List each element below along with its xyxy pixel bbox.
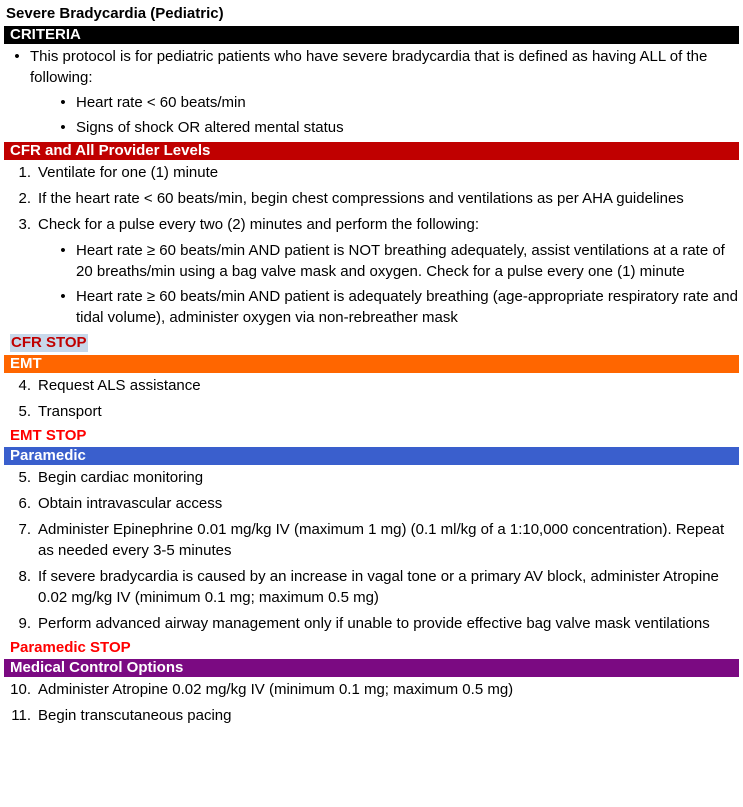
criteria-item xyxy=(50,92,739,113)
step-number: 3. xyxy=(18,216,31,233)
emt-stop-label: EMT STOP xyxy=(10,427,87,444)
step-number: 10. xyxy=(10,681,31,698)
paramedic-step xyxy=(4,467,739,488)
step-number: 4. xyxy=(18,377,31,394)
step-number: 9. xyxy=(18,615,31,632)
bullet-mark: • xyxy=(14,48,20,65)
cfr-sub-item xyxy=(50,286,739,328)
paramedic-step xyxy=(4,566,739,608)
step-number: 5. xyxy=(18,403,31,420)
medical-control-header: Medical Control Options xyxy=(4,659,739,677)
step-number: 1. xyxy=(18,164,31,181)
bullet-mark: • xyxy=(60,288,66,305)
cfr-step xyxy=(4,214,739,235)
bullet-mark: • xyxy=(60,242,66,259)
bullet-mark: • xyxy=(60,119,66,136)
cfr-step xyxy=(4,162,739,183)
criteria-header: CRITERIA xyxy=(4,26,739,44)
cfr-step xyxy=(4,188,739,209)
step-text: Begin transcutaneous pacing xyxy=(38,707,232,724)
step-text: Request ALS assistance xyxy=(38,377,201,394)
paramedic-step xyxy=(4,493,739,514)
paramedic-step xyxy=(4,519,739,561)
step-text: Administer Epinephrine 0.01 mg/kg IV (maximum 1 mg) (0.1 ml/kg of a 1:10,000 concentration). Repeat as needed every 3-5 minutes xyxy=(38,521,725,559)
step-number: 7. xyxy=(18,521,31,538)
page-title: Severe Bradycardia (Pediatric) xyxy=(6,5,224,22)
paramedic-step xyxy=(4,613,739,634)
step-text: Perform advanced airway management only if unable to provide effective bag valve mask ventilations xyxy=(38,615,710,632)
criteria-item-text: Heart rate < 60 beats/min xyxy=(76,94,246,111)
paramedic-stop-label: Paramedic STOP xyxy=(10,639,131,656)
step-text: If severe bradycardia is caused by an increase in vagal tone or a primary AV block, administer Atropine 0.02 mg/kg IV (minimum 0.1 mg; maximum 0.5 mg) xyxy=(38,568,719,606)
step-number: 2. xyxy=(18,190,31,207)
emt-step xyxy=(4,401,739,422)
step-text: Begin cardiac monitoring xyxy=(38,469,204,486)
step-text: Check for a pulse every two (2) minutes and perform the following: xyxy=(38,216,480,233)
step-text: Administer Atropine 0.02 mg/kg IV (minimum 0.1 mg; maximum 0.5 mg) xyxy=(38,681,514,698)
sub-item-text: Heart rate ≥ 60 beats/min AND patient is NOT breathing adequately, assist ventilations at a rate of 20 breaths/min using a bag valve mask and oxygen. Check for a pulse every one (1) minute xyxy=(76,242,725,280)
cfr-sub-item xyxy=(50,240,739,282)
cfr-header: CFR and All Provider Levels xyxy=(4,142,739,160)
step-text: Ventilate for one (1) minute xyxy=(38,164,219,181)
emt-step xyxy=(4,375,739,396)
step-text: Obtain intravascular access xyxy=(38,495,223,512)
cfr-stop-label: CFR STOP xyxy=(11,334,87,351)
step-number: 11. xyxy=(11,707,31,724)
step-number: 6. xyxy=(18,495,31,512)
step-text: Transport xyxy=(38,403,102,420)
step-text: If the heart rate < 60 beats/min, begin chest compressions and ventilations as per AHA guidelines xyxy=(38,190,684,207)
emt-header: EMT xyxy=(4,355,739,373)
criteria-intro-text: This protocol is for pediatric patients who have severe bradycardia that is defined as having ALL of the following: xyxy=(30,48,708,86)
criteria-item xyxy=(50,117,739,138)
step-number: 5. xyxy=(18,469,31,486)
criteria-item-text: Signs of shock OR altered mental status xyxy=(76,119,344,136)
medical-control-step xyxy=(4,705,739,726)
criteria-intro xyxy=(4,46,739,88)
bullet-mark: • xyxy=(60,94,66,111)
step-number: 8. xyxy=(18,568,31,585)
sub-item-text: Heart rate ≥ 60 beats/min AND patient is adequately breathing (age-appropriate respiratory rate and tidal volume), administer oxygen via non-rebreather mask xyxy=(76,288,738,326)
medical-control-step xyxy=(4,679,739,700)
paramedic-header: Paramedic xyxy=(4,447,739,465)
